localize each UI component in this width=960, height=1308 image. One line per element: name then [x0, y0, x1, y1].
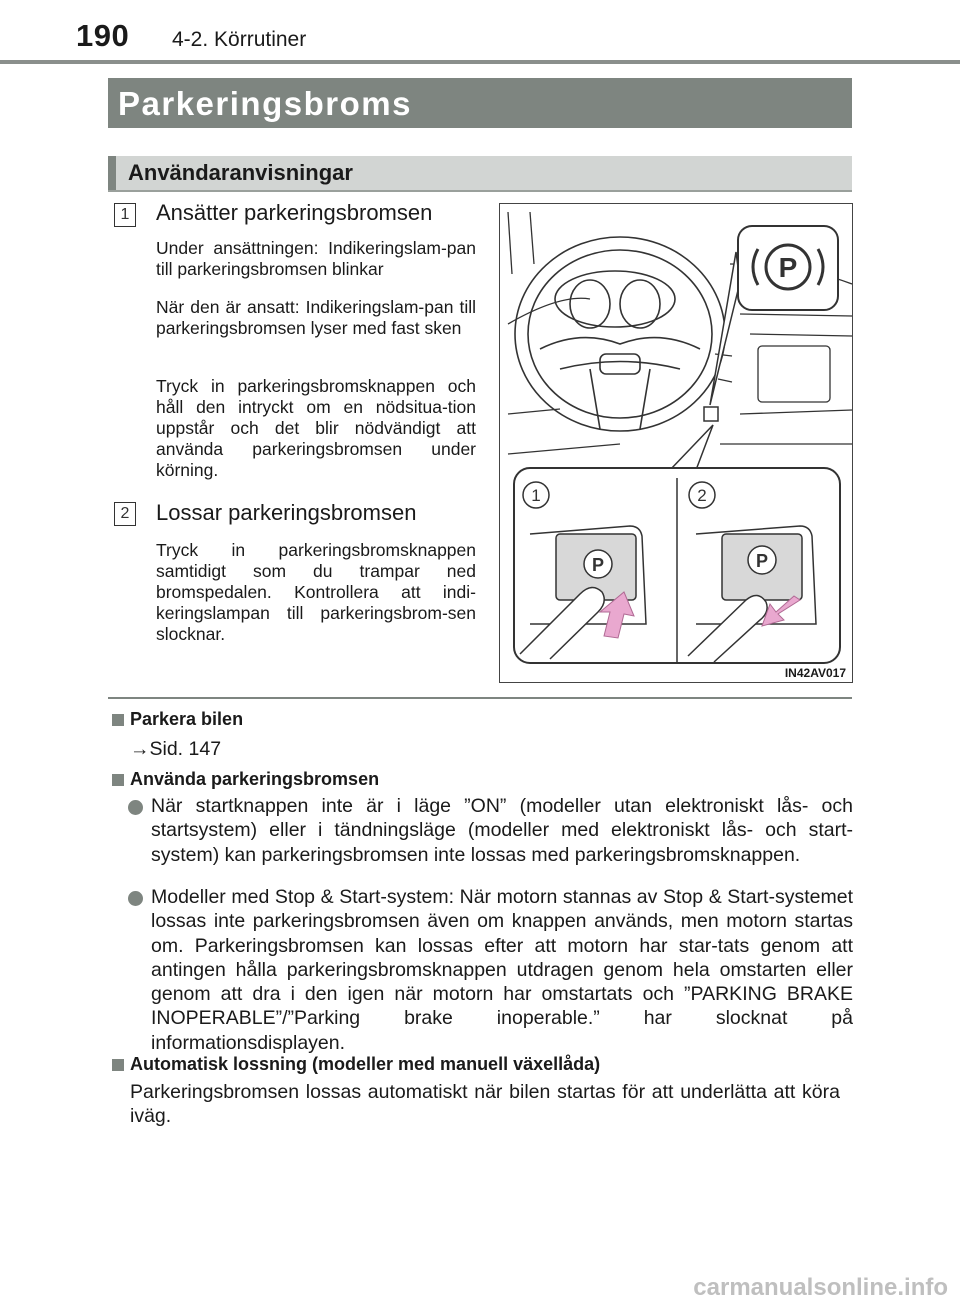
step-1-paragraph-1: Under ansättningen: Indikeringslam-pan till parkeringsbromsen blinkar: [156, 238, 476, 279]
dash-brake-button: [704, 407, 718, 421]
parking-brake-indicator-icon: [738, 226, 838, 310]
bullet-1-marker: [128, 800, 143, 815]
figure-label: IN42AV017: [784, 666, 846, 680]
reference-text: Sid. 147: [149, 738, 222, 760]
note-2-marker: [112, 774, 124, 786]
note-3-text: Parkeringsbromsen lossas automatiskt när bilen startas för att underlätta att köra iväg.: [130, 1081, 840, 1128]
callout-1: 1: [531, 486, 541, 505]
left-switch-p: P: [591, 555, 605, 575]
section-title: Parkeringsbroms: [118, 85, 412, 122]
note-3-title: Automatisk lossning (modeller med manuell växellåda): [130, 1054, 601, 1074]
step-1-paragraph-2: När den är ansatt: Indikeringslam-pan till parkeringsbromsen lyser med fast sken: [156, 297, 476, 338]
watermark: carmanualsonline.info: [693, 1274, 948, 1301]
page-number: 190: [76, 18, 130, 53]
reference-arrow-icon: →: [130, 738, 150, 760]
note-1-title: Parkera bilen: [130, 709, 244, 729]
section-divider: [108, 697, 852, 699]
section-title-band: [108, 78, 852, 128]
step-2-title: Lossar parkeringsbromsen: [156, 500, 417, 525]
step-2-paragraph-1: Tryck in parkeringsbromsknappen samtidigt som du trampar ned bromspedalen. Kontrollera att indi-keringslampan till parkeringsbrom-sen slocknar.: [156, 540, 476, 644]
note-2-bullet-2: Modeller med Stop & Start-system: När motorn stannas av Stop & Start-systemet lossas inte parkeringsbromsen även om knappen används, men motorn startas om. Parkeringsbromsen kan lossas efter att motorn har star-tats genom att antingen hålla parkeringsbromsknappen utdragen genom hela omstarten eller genom att dra i den igen när motorn har omstartats och ”PARKING BRAKE INOPERABLE”/”Parking brake inoperable.” har slocknat på informationsdisplayen.: [151, 886, 853, 1054]
step-1-title: Ansätter parkeringsbromsen: [156, 200, 433, 225]
note-1-marker: [112, 714, 124, 726]
note-3-marker: [112, 1059, 124, 1071]
note-1-reference[interactable]: [130, 737, 221, 761]
note-2-title: Använda parkeringsbromsen: [130, 769, 380, 789]
subsection-title: Användaranvisningar: [128, 160, 353, 185]
step-1-paragraph-3: Tryck in parkeringsbromsknappen och håll den intryckt om en nödsitua-tion uppstår och det blir nödvändigt att använda parkeringsbromsen under körning.: [156, 376, 476, 480]
callout-2: 2: [697, 486, 707, 505]
right-switch-p: P: [755, 551, 769, 571]
icon-p-glyph: P: [778, 252, 798, 283]
bullet-2-marker: [128, 891, 143, 906]
parking-brake-figure: [499, 203, 853, 683]
note-2-bullet-1: När startknappen inte är i läge ”ON” (modeller utan elektroniskt lås- och startsystem) eller i tändningsläge (modeller med elektroniskt lås- och start-system) kan parkeringsbromsen inte lossas med parkeringsbromsknappen.: [151, 795, 853, 866]
header-rule: [0, 60, 960, 64]
step-1-number: 1: [114, 203, 136, 227]
subsection-band: [108, 156, 852, 192]
chapter-heading: 4-2. Körrutiner: [172, 28, 307, 51]
dashboard-illustration: [500, 204, 852, 682]
subsection-accent: [108, 156, 116, 190]
step-2-number: 2: [114, 502, 136, 526]
